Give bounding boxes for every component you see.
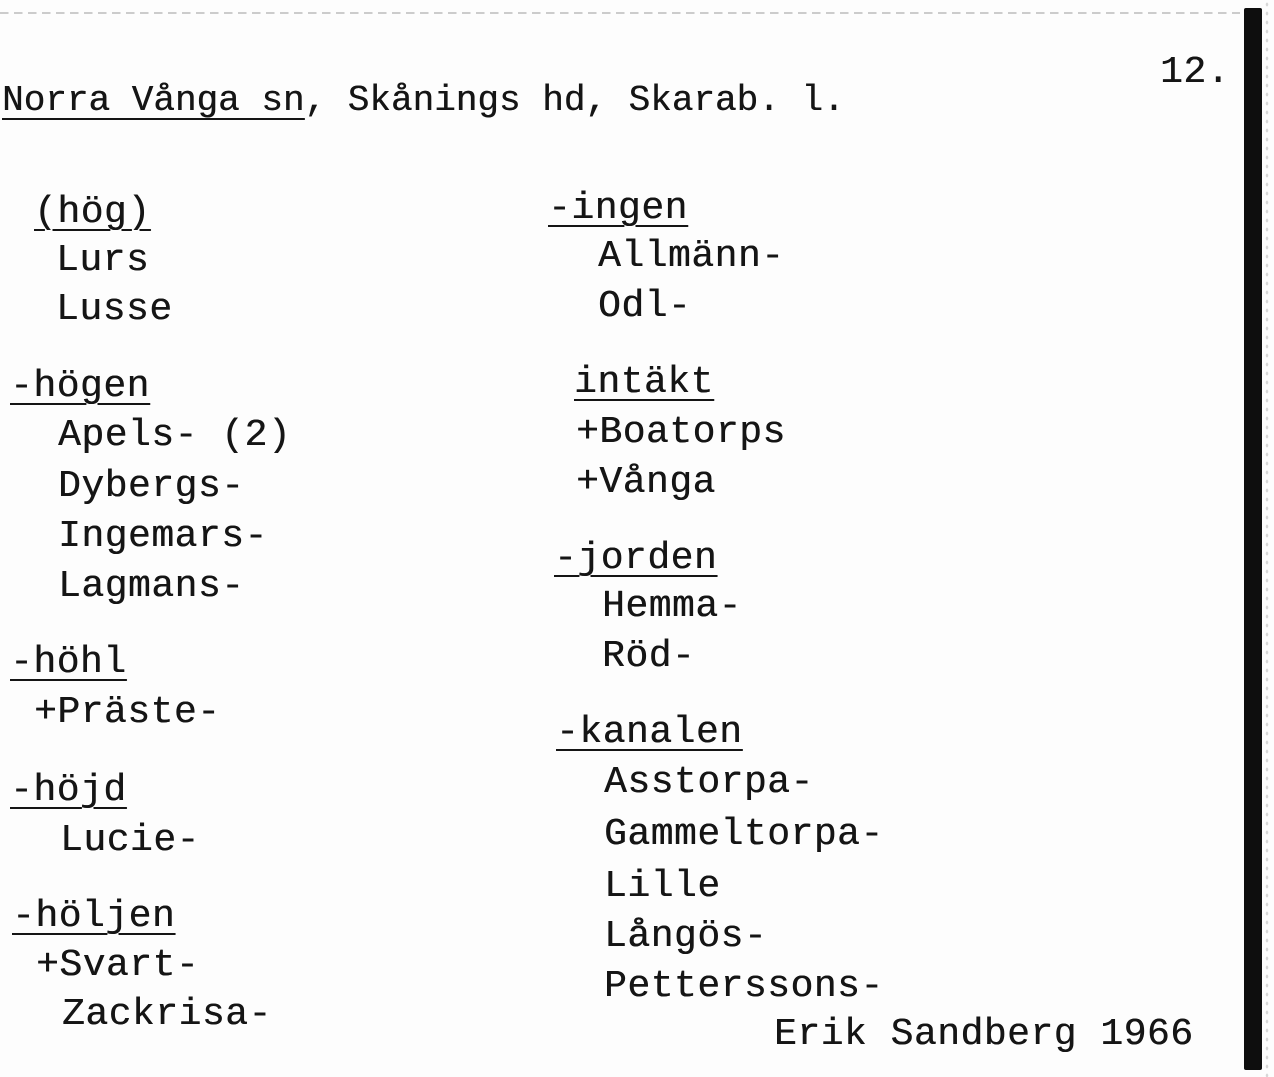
entry: Lille	[604, 865, 721, 908]
entry: Ingemars-	[58, 515, 268, 558]
entry: +Präste-	[34, 691, 221, 734]
heading-hohl: -höhl	[10, 641, 127, 684]
entry: Dybergs-	[58, 465, 245, 508]
entry: Zackrisa-	[62, 993, 272, 1036]
card-right-edge	[1244, 8, 1262, 1070]
entry: Hemma-	[602, 585, 742, 628]
entry: Odl-	[598, 285, 692, 328]
top-edge-marks	[0, 6, 1240, 20]
entry: +Vånga	[576, 461, 716, 504]
entry: Gammeltorpa-	[604, 813, 884, 856]
entry: Asstorpa-	[604, 761, 814, 804]
entry: Apels- (2)	[58, 414, 292, 457]
heading-holjen: -höljen	[12, 895, 176, 938]
entry: Långös-	[604, 915, 768, 958]
header-district: , Skånings hd, Skarab. l.	[304, 80, 845, 121]
heading-hog: (hög)	[34, 191, 151, 234]
entry: Allmänn-	[598, 235, 785, 278]
entry: Petterssons-	[604, 965, 884, 1008]
entry: Lucie-	[60, 819, 200, 862]
entry: Lagmans-	[58, 565, 245, 608]
parish-name: Norra Vånga sn	[2, 80, 305, 121]
heading-kanalen: -kanalen	[556, 711, 743, 754]
entry: +Boatorps	[576, 411, 786, 454]
heading-intakt: intäkt	[574, 361, 714, 404]
entry: +Svart-	[36, 944, 200, 987]
heading-hogen: -högen	[10, 365, 150, 408]
entry: Lurs	[56, 239, 150, 282]
signature: Erik Sandberg 1966	[774, 1013, 1194, 1056]
card-edge-speckle	[1264, 0, 1270, 1077]
card-header	[2, 78, 845, 124]
heading-jorden: -jorden	[554, 537, 718, 580]
card-number: 12.	[1160, 51, 1230, 94]
entry: Röd-	[602, 635, 696, 678]
heading-hojd: -höjd	[10, 769, 127, 812]
heading-ingen: -ingen	[548, 187, 688, 230]
entry: Lusse	[56, 288, 173, 331]
